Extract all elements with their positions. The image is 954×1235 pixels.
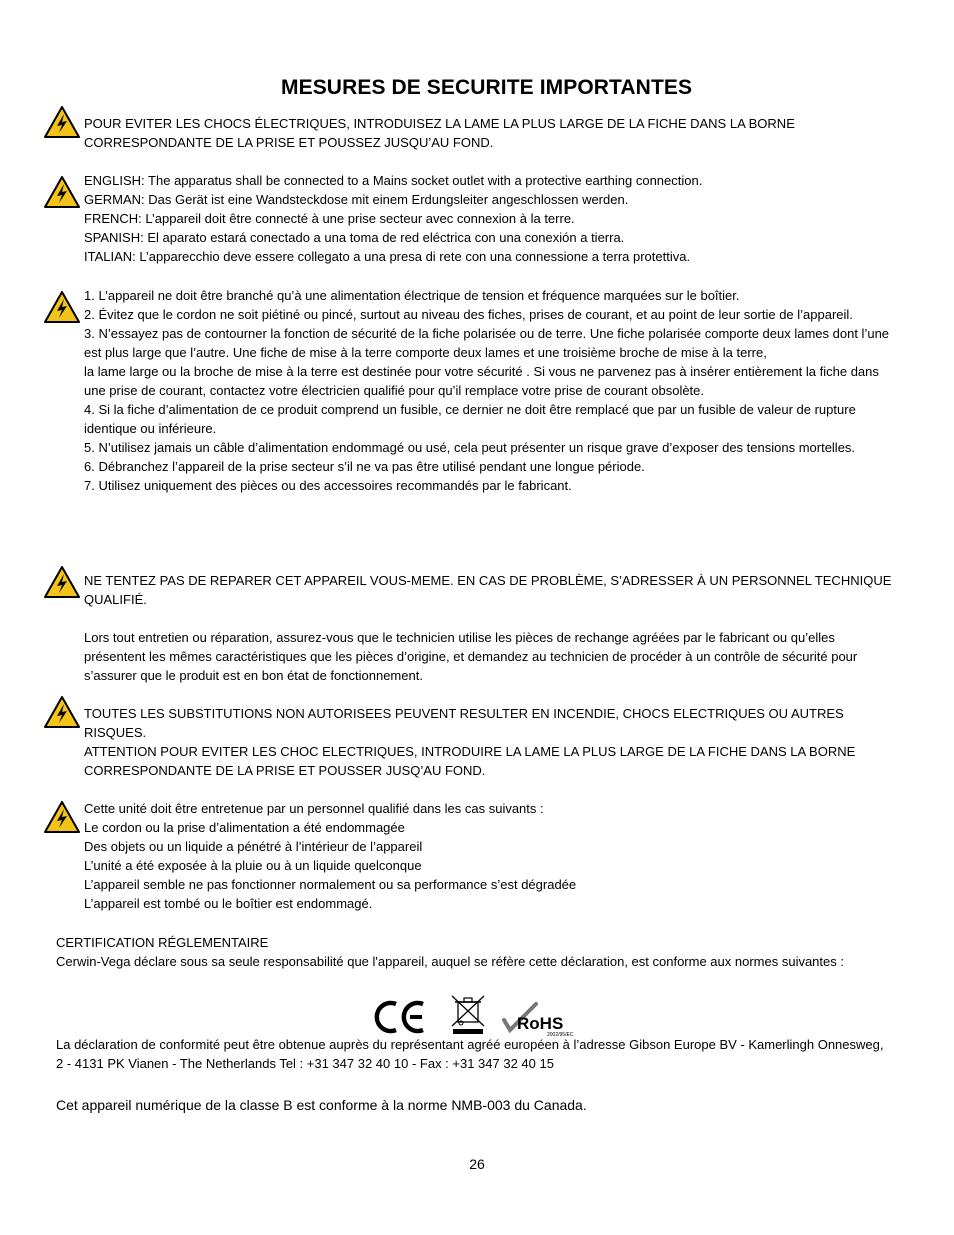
compliance-logos [370, 994, 580, 1038]
section-servicing [84, 628, 896, 685]
warning-text: ATTENTION POUR EVITER LES CHOC ELECTRIQUES, INTRODUIRE LA LAME LA PLUS LARGE DE LA FICHE DANS LA BORNE CORRESPONDANTE DE LA PRISE ET POUSSER JUSQ’AU FOND. [84, 744, 856, 778]
rohs-text: RoHS [517, 1014, 564, 1033]
rohs-subtext: 2002/95/EC [547, 1032, 574, 1038]
earthing-french: FRENCH: L’appareil doit être connecté à une prise secteur avec connexion à la terre. [84, 211, 575, 226]
warning-text: NE TENTEZ PAS DE REPARER CET APPAREIL VOUS-MEME. EN CAS DE PROBLÈME, S’ADRESSER À UN PERSONNEL TECHNIQUE QUALIFIÉ. [84, 573, 892, 607]
section-no-repair [84, 571, 896, 609]
certification-body: Cerwin-Vega déclare sous sa seule responsabilité que l'appareil, auquel se réfère cette déclaration, est conforme aux normes suivantes : [56, 954, 844, 969]
ce-mark-icon [377, 1003, 423, 1031]
electric-shock-warning-icon [44, 801, 80, 833]
section-earthing-languages [84, 171, 896, 266]
page-title: MESURES DE SECURITE IMPORTANTES [281, 76, 693, 99]
nmb-compliance-text: Cet appareil numérique de la classe B est conforme à la norme NMB-003 du Canada. [56, 1097, 587, 1113]
earthing-italian: ITALIAN: L’apparecchio deve essere collegato a una presa di rete con una connessione a terra protettiva. [84, 249, 691, 264]
electric-shock-warning-icon [44, 106, 80, 138]
earthing-spanish: SPANISH: El aparato estará conectado a una toma de red eléctrica con una conexión a tierra. [84, 230, 625, 245]
section-plug-warning [84, 114, 896, 152]
section-attention [84, 742, 896, 780]
service-case: Le cordon ou la prise d’alimentation a été endommagée [84, 820, 405, 835]
instruction-item: 1. L’appareil ne doit être branché qu’à une alimentation électrique de tension et fréquence marquées sur le boîtier. [84, 288, 740, 303]
instruction-item: 4. Si la fiche d’alimentation de ce produit comprend un fusible, ce dernier ne doit être remplacé que par un fusible de valeur de rupture identique ou inférieure. [84, 402, 856, 436]
service-case: L’appareil semble ne pas fonctionner normalement ou sa performance s’est dégradée [84, 877, 577, 892]
instruction-item: 5. N’utilisez jamais un câble d’alimentation endommagé ou usé, cela peut présenter un risque grave d’exposer des tensions mortelles. [84, 440, 856, 455]
instruction-item: la lame large ou la broche de mise à la terre est destinée pour votre sécurité . Si vous ne parvenez pas à insérer entièrement la fiche dans une prise de courant, contactez votre électricien qualifié pour qu’il remplace votre prise de courant obsolète. [84, 364, 879, 398]
warning-text: TOUTES LES SUBSTITUTIONS NON AUTORISEES PEUVENT RESULTER EN INCENDIE, CHOCS ELECTRIQUES OU AUTRES RISQUES. [84, 706, 844, 740]
certification-heading: CERTIFICATION RÉGLEMENTAIRE [56, 935, 269, 950]
service-case: L’appareil est tombé ou le boîtier est endommagé. [84, 896, 373, 911]
warning-text: POUR EVITER LES CHOCS ÉLECTRIQUES, INTRODUISEZ LA LAME LA PLUS LARGE DE LA FICHE DANS LA BORNE CORRESPONDANTE DE LA PRISE ET POUSSEZ JUSQU’AU FOND. [84, 116, 795, 150]
declaration-text: La déclaration de conformité peut être obtenue auprès du représentant agréé européen à l’adresse Gibson Europe BV - Kamerlingh Onnesweg, 2 - 4131 PK Vianen - The Netherlands Tel : +31 347 32 40 10 - Fax : +31 347 32 40 15 [56, 1037, 884, 1071]
instruction-item: 6. Débranchez l’appareil de la prise secteur s’il ne va pas être utilisé pendant une longue période. [84, 459, 645, 474]
earthing-english: ENGLISH: The apparatus shall be connected to a Mains socket outlet with a protective earthing connection. [84, 173, 703, 188]
electric-shock-warning-icon [44, 696, 80, 728]
electric-shock-warning-icon [44, 176, 80, 208]
service-intro: Cette unité doit être entretenue par un personnel qualifié dans les cas suivants : [84, 801, 544, 816]
page-number: 26 [469, 1156, 485, 1172]
servicing-text: Lors tout entretien ou réparation, assurez-vous que le technicien utilise les pièces de rechange agréées par le fabricant ou qu’elles présentent les mêmes caractéristiques que les pièces d’origine, et demandez au technicien de procéder à un contrôle de sécurité pour s’assurer que le produit est en bon état de fonctionnement. [84, 630, 858, 683]
rohs-logo-icon [504, 1004, 574, 1038]
weee-crossed-bin-icon [452, 996, 484, 1034]
certification-block [56, 933, 892, 971]
instruction-item: 7. Utilisez uniquement des pièces ou des accessoires recommandés par le fabricant. [84, 478, 572, 493]
earthing-german: GERMAN: Das Gerät ist eine Wandsteckdose mit einem Erdungsleiter angeschlossen werden. [84, 192, 629, 207]
electric-shock-warning-icon [44, 291, 80, 323]
electric-shock-warning-icon [44, 566, 80, 598]
service-case: L’unité a été exposée à la pluie ou à un liquide quelconque [84, 858, 422, 873]
instruction-item: 3. N’essayez pas de contourner la fonction de sécurité de la fiche polarisée ou de terre. Une fiche polarisée comporte deux lames dont l’une est plus large que l’autre. Une fiche de mise à la terre comporte deux lames et une troisième broche de mise à la terre, [84, 326, 890, 360]
declaration-block [56, 1035, 892, 1073]
instruction-item: 2. Évitez que le cordon ne soit piétiné ou pincé, surtout au niveau des fiches, prises de courant, et au point de leur sortie de l’appareil. [84, 307, 853, 322]
section-substitutions [84, 704, 896, 742]
section-service-cases [84, 799, 896, 913]
section-numbered-instructions [84, 286, 896, 495]
service-case: Des objets ou un liquide a pénétré à l’intérieur de l’appareil [84, 839, 423, 854]
